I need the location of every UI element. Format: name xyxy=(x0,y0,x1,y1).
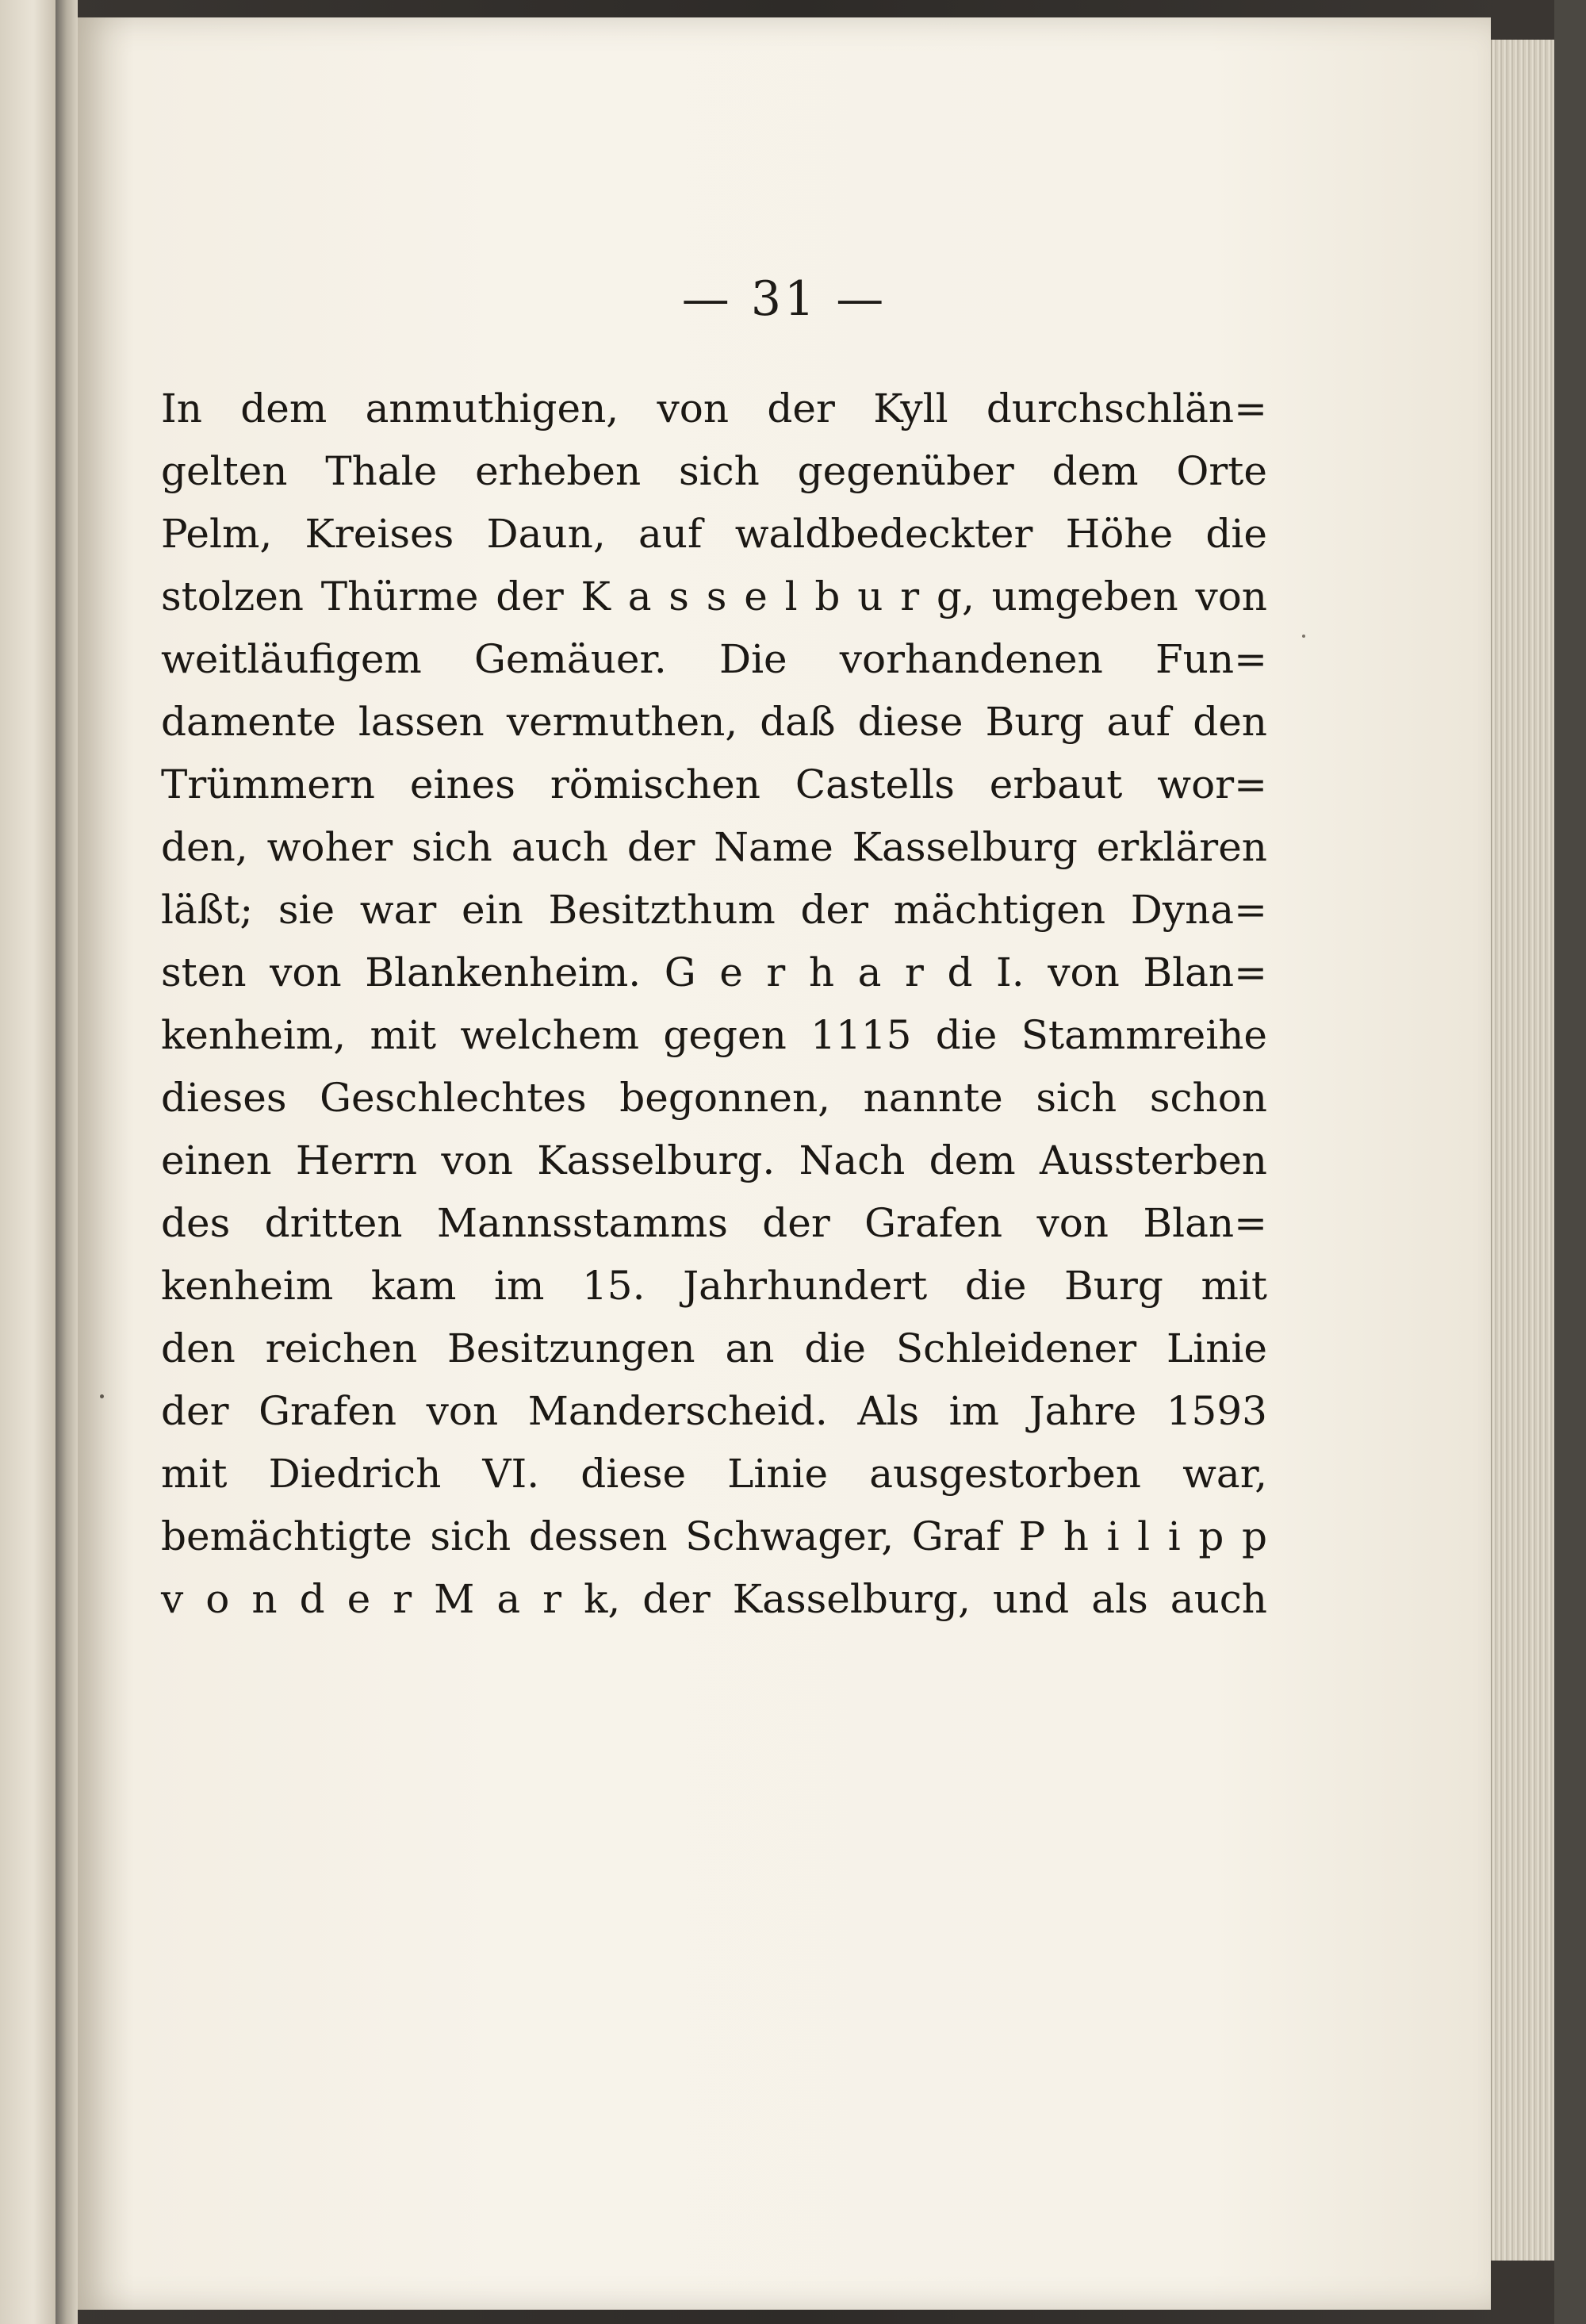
text-line: kenheim kam im 15. Jahrhundert die Burg mit xyxy=(161,1263,1267,1309)
text-line: damente lassen vermuthen, daß diese Burg auf den xyxy=(161,699,1267,745)
book-cover-board xyxy=(1554,0,1586,2324)
margin-speck xyxy=(1302,635,1305,638)
text-line: gelten Thale erheben sich gegenüber dem Orte xyxy=(161,448,1267,494)
page-stack-edge xyxy=(1491,40,1555,2261)
text-line: v o n d e r M a r k, der Kasselburg, und als auch xyxy=(161,1576,1267,1622)
book-page xyxy=(78,17,1491,2310)
text-line: Pelm, Kreises Daun, auf waldbedeckter Höhe die xyxy=(161,511,1267,557)
text-line: dieses Geschlechtes begonnen, nannte sich schon xyxy=(161,1075,1267,1121)
text-line: weitläufigem Gemäuer. Die vorhandenen Fun= xyxy=(161,636,1267,682)
facing-page-edge xyxy=(0,0,57,2324)
text-line: stolzen Thürme der K a s s e l b u r g, umgeben von xyxy=(161,573,1267,619)
text-line: des dritten Mannsstamms der Grafen von Blan= xyxy=(161,1200,1267,1246)
text-line: Trümmern eines römischen Castells erbaut wor= xyxy=(161,761,1267,807)
book-gutter xyxy=(56,0,78,2324)
text-line: läßt; sie war ein Besitzthum der mächtigen Dyna= xyxy=(161,887,1267,933)
text-line: der Grafen von Manderscheid. Als im Jahre 1593 xyxy=(161,1388,1267,1434)
text-line: mit Diedrich VI. diese Linie ausgestorben war, xyxy=(161,1451,1267,1497)
text-line: den reichen Besitzungen an die Schleidener Linie xyxy=(161,1325,1267,1371)
text-line: sten von Blankenheim. G e r h a r d I. von Blan= xyxy=(161,949,1267,995)
margin-speck xyxy=(100,1394,104,1398)
text-line: den, woher sich auch der Name Kasselburg erklären xyxy=(161,824,1267,870)
text-line: kenheim, mit welchem gegen 1115 die Stammreihe xyxy=(161,1012,1267,1058)
body-text xyxy=(161,378,1267,1631)
page-number: — 31 — xyxy=(681,271,887,327)
text-line: In dem anmuthigen, von der Kyll durchschlän= xyxy=(161,385,1267,431)
text-line: einen Herrn von Kasselburg. Nach dem Aussterben xyxy=(161,1137,1267,1183)
text-line: bemächtigte sich dessen Schwager, Graf P h i l i p p xyxy=(161,1513,1267,1559)
